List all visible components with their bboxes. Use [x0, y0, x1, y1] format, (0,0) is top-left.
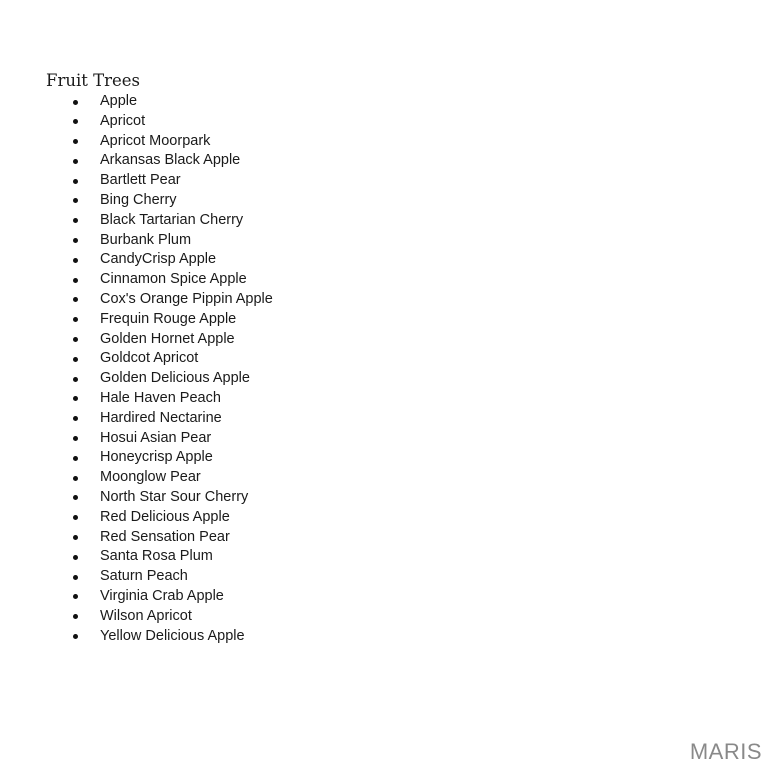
bullet-icon	[73, 476, 78, 481]
bullet-icon	[73, 119, 78, 124]
bullet-icon	[73, 416, 78, 421]
list-item-label: North Star Sour Cherry	[100, 488, 249, 505]
bullet-icon	[73, 317, 78, 322]
list-item-label: Saturn Peach	[100, 568, 188, 585]
list-item-label: Moonglow Pear	[100, 469, 201, 486]
list-item-label: Apricot Moorpark	[100, 132, 211, 149]
list-item-label: CandyCrisp Apple	[100, 251, 217, 268]
bullet-icon	[73, 159, 78, 164]
bullet-icon	[73, 436, 78, 441]
list-item-label: Arkansas Black Apple	[100, 152, 241, 169]
list-item-label: Red Sensation Pear	[100, 528, 230, 545]
list-item-label: Burbank Plum	[100, 231, 192, 248]
list-item-label: Apricot	[100, 112, 146, 129]
list-item-label: Bartlett Pear	[100, 172, 181, 189]
list-item-label: Golden Delicious Apple	[100, 370, 250, 387]
list-item-label: Virginia Crab Apple	[100, 587, 224, 604]
list-item-label: Goldcot Apricot	[100, 350, 199, 367]
maris-watermark: MARIS	[689, 739, 762, 764]
list-item-label: Wilson Apricot	[100, 607, 192, 624]
bullet-icon	[73, 357, 78, 362]
list-item-label: Honeycrisp Apple	[100, 449, 213, 466]
bullet-icon	[73, 634, 78, 639]
bullet-icon	[73, 218, 78, 223]
bullet-icon	[73, 297, 78, 302]
bullet-icon	[73, 278, 78, 283]
bullet-icon	[73, 575, 78, 580]
list-item-label: Santa Rosa Plum	[100, 548, 213, 565]
list-item-label: Bing Cherry	[100, 191, 177, 208]
list-item-label: Apple	[100, 93, 138, 109]
bullet-icon	[73, 495, 78, 500]
list-item-label: Hardired Nectarine	[100, 409, 222, 426]
bullet-icon	[73, 179, 78, 184]
bullet-icon	[73, 377, 78, 382]
bullet-icon	[73, 515, 78, 520]
bullet-icon	[73, 198, 78, 203]
list-item-label: Frequin Rouge Apple	[100, 310, 237, 327]
list-item-label: Hale Haven Peach	[100, 389, 221, 406]
list-item-label: Yellow Delicious Apple	[100, 627, 245, 644]
list-item-label: Cox's Orange Pippin Apple	[100, 290, 273, 307]
bullet-icon	[73, 456, 78, 461]
bullet-icon	[73, 614, 78, 619]
list-item-label: Black Tartarian Cherry	[100, 211, 244, 228]
bullet-icon	[73, 594, 78, 599]
list-item-label: Hosui Asian Pear	[100, 429, 212, 446]
bullet-icon	[73, 238, 78, 243]
list-title: Fruit Trees	[46, 71, 141, 90]
list-item-label: Red Delicious Apple	[100, 508, 230, 525]
list-item-label: Cinnamon Spice Apple	[100, 271, 247, 288]
bullet-icon	[73, 535, 78, 540]
bullet-icon	[73, 100, 78, 105]
bullet-icon	[73, 555, 78, 560]
bullet-icon	[73, 258, 78, 263]
bullet-icon	[73, 337, 78, 342]
list-item-label: Golden Hornet Apple	[100, 330, 235, 347]
bullet-icon	[73, 396, 78, 401]
bullet-icon	[73, 139, 78, 144]
